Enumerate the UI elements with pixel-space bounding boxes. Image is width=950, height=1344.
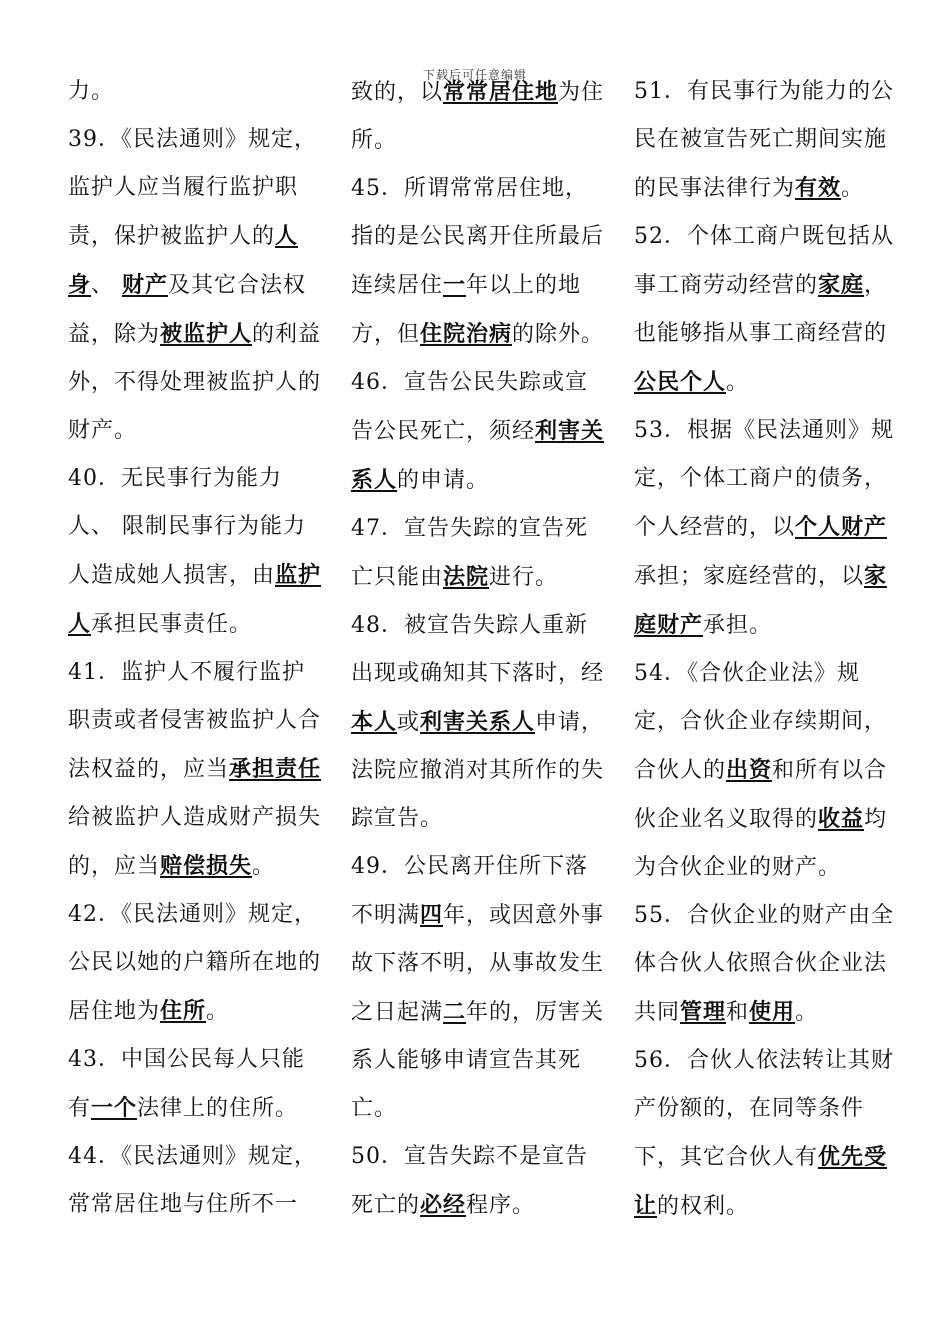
answer-blank: 监护人	[68, 562, 322, 637]
answer-blank: 法院	[443, 564, 490, 590]
clause-text: 41．监护人不履行监护职责或者侵害被监护人合法权益的，应当	[68, 660, 322, 782]
answer-blank: 财产	[122, 272, 169, 298]
answer-blank: 公民个人	[634, 369, 727, 395]
clause-text: 申请，法院应撤消对其所作的失踪宣告。	[351, 710, 605, 831]
clause-item	[351, 68, 606, 165]
clause-text: 。	[206, 999, 230, 1024]
clause-text: 52．个体工商户既包括从事工商劳动经营的	[634, 224, 894, 298]
clause-item	[351, 1133, 606, 1230]
answer-blank: 住所	[160, 998, 207, 1024]
clause-text: 40．无民事行为能力人、 限制民事行为能力人造成她人损害，由	[68, 466, 306, 588]
clause-item	[68, 891, 323, 1036]
answer-blank: 一	[443, 272, 467, 298]
answer-blank: 本人	[351, 709, 398, 735]
answer-blank: 必经	[420, 1192, 467, 1218]
clause-text: 的利益外，不得处理被监护人的财产。	[68, 322, 322, 443]
clause-text: ，也能够指从事工商经营的	[634, 273, 888, 346]
clause-item	[351, 505, 606, 602]
clause-text: 45．所谓常常居住地，指的是公民离开住所最后连续居住	[351, 176, 605, 298]
text-column-left	[68, 68, 323, 1229]
clause-text: 给被监护人造成财产损失的，应当	[68, 805, 322, 879]
clause-item	[634, 892, 894, 1037]
clause-text: 力。	[68, 79, 115, 104]
clause-text: 为住所。	[351, 80, 605, 153]
answer-blank: 人身	[68, 223, 299, 298]
clause-text: 或	[397, 710, 421, 735]
answer-blank: 赔偿损失	[160, 853, 253, 879]
clause-item	[634, 68, 894, 213]
clause-text: 的权利。	[657, 1194, 750, 1219]
clause-text: 。	[726, 370, 750, 395]
clause-text: 和所有以合伙企业名义取得的	[634, 758, 888, 832]
clause-item	[68, 116, 323, 455]
answer-blank: 收益	[818, 806, 865, 832]
header-note: 下载后可任意编辑	[422, 68, 527, 82]
clause-item	[351, 602, 606, 843]
answer-blank: 二	[443, 999, 467, 1025]
clause-text: 55．合伙企业的财产由全体合伙人依照合伙企业法共同	[634, 903, 894, 1025]
clause-text: 承担；家庭经营的，以	[634, 564, 865, 589]
clause-text: 51．有民事行为能力的公民在被宣告死亡期间实施的民事法律行为	[634, 79, 894, 201]
clause-text: 。	[795, 1000, 819, 1025]
answer-blank: 优先受让	[634, 1144, 888, 1219]
clause-text: 54．《合伙企业法》规定，合伙企业存续期间，合伙人的	[634, 661, 888, 783]
clause-text: 的申请。	[397, 468, 490, 493]
clause-text: 年以上的地方，但	[351, 273, 582, 347]
answer-blank: 管理	[680, 999, 727, 1025]
answer-blank: 有效	[795, 175, 842, 201]
answer-blank: 家庭	[818, 272, 865, 298]
clause-text: 。	[252, 854, 276, 879]
clause-text: 法律上的住所。	[137, 1096, 299, 1121]
clause-text: 承担。	[703, 613, 773, 638]
clause-item	[634, 407, 894, 650]
clause-text: 42．《民法通则》规定，公民以她的户籍所在地的居住地为	[68, 902, 322, 1024]
clause-text: 致的，以	[351, 80, 444, 105]
clause-item	[634, 1037, 894, 1231]
answer-blank: 出资	[726, 757, 773, 783]
clause-text: 承担民事责任。	[91, 612, 253, 637]
answer-blank: 承担责任	[229, 756, 322, 782]
answer-blank: 一个	[91, 1095, 138, 1121]
clause-text: 53．根据《民法通则》规定，个体工商户的债务，个人经营的，以	[634, 418, 894, 540]
clause-item	[68, 68, 323, 116]
answer-blank: 利害关系人	[351, 418, 605, 493]
clause-text: 及其它合法权益，除为	[68, 273, 307, 347]
answer-blank: 被监护人	[160, 321, 253, 347]
clause-text: 49．公民离开住所下落不明满	[351, 854, 588, 928]
answer-blank: 住院治病	[420, 321, 513, 347]
answer-blank: 家庭财产	[634, 563, 888, 638]
clause-text: 的除外。	[512, 322, 605, 347]
answer-blank: 四	[420, 902, 444, 928]
clause-text: 46．宣告公民失踪或宣告公民死亡，须经	[351, 370, 588, 444]
clause-text: 39．《民法通则》规定，监护人应当履行监护职责，保护被监护人的	[68, 127, 317, 249]
clause-text: 年，或因意外事故下落不明，从事故发生之日起满	[351, 903, 605, 1025]
clause-text: 进行。	[489, 565, 559, 590]
answer-blank: 个人财产	[795, 514, 888, 540]
clause-item	[68, 1036, 323, 1133]
clause-item	[68, 1133, 323, 1229]
clause-text: 50．宣告失踪不是宣告死亡的	[351, 1144, 588, 1218]
answer-blank: 使用	[749, 999, 796, 1025]
clause-text: 、	[91, 273, 123, 298]
clause-item	[351, 359, 606, 505]
clause-text: 程序。	[466, 1193, 536, 1218]
clause-text: 48．被宣告失踪人重新出现或确知其下落时，经	[351, 613, 605, 686]
answer-blank: 利害关系人	[420, 709, 536, 735]
clause-text: 43．中国公民每人只能有	[68, 1047, 305, 1121]
clause-text: 均为合伙企业的财产。	[634, 807, 888, 880]
clause-text: 47．宣告失踪的宣告死亡只能由	[351, 516, 588, 590]
clause-text: 。	[841, 176, 865, 201]
clause-item	[68, 649, 323, 891]
text-column-right	[634, 68, 894, 1231]
clause-text: 56．合伙人依法转让其财产份额的，在同等条件下，其它合伙人有	[634, 1048, 894, 1170]
clause-item	[351, 843, 606, 1133]
clause-item	[634, 213, 894, 407]
clause-item	[68, 455, 323, 649]
clause-text: 和	[726, 1000, 750, 1025]
answer-blank: 常常居住地	[443, 79, 559, 105]
clause-text: 年的，厉害关系人能够申请宣告其死亡。	[351, 1000, 605, 1121]
clause-item	[634, 650, 894, 892]
clause-item	[351, 165, 606, 359]
clause-text: 44．《民法通则》规定，常常居住地与住所不一	[68, 1144, 317, 1217]
text-column-middle	[351, 68, 606, 1230]
